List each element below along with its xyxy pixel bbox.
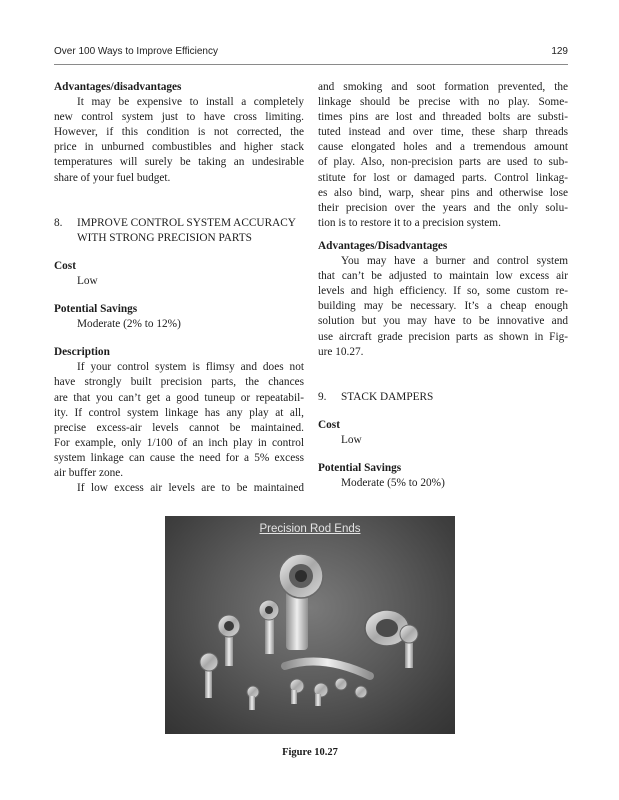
paragraph-line: You may have a burner and control system — [341, 255, 568, 268]
small-rod-end-far-left — [200, 653, 218, 698]
paragraph-line: If your control system is flimsy and does not — [77, 361, 304, 374]
running-header — [54, 46, 568, 60]
figure-caption: Figure 10.27 — [282, 747, 338, 758]
section-8-title-line: WITH STRONG PRECISION PARTS — [77, 231, 252, 244]
paragraph-line: ity. If control system linkage has any play at all, — [54, 406, 304, 419]
section-8-title — [54, 216, 304, 231]
paragraph-line: It may be expensive to install a completely — [77, 96, 304, 109]
running-header-title: Over 100 Ways to Improve Efficiency — [54, 46, 218, 57]
savings-heading: Potential Savings — [318, 461, 402, 474]
figure-title: Precision Rod Ends — [259, 523, 361, 535]
paragraph-line: solution but you may have to be innovative and — [318, 315, 568, 328]
advantages-heading: Advantages/Disadvantages — [318, 239, 448, 252]
paragraph-line: levels and high efficiency. If so, some custom re- — [318, 285, 568, 298]
cost-value: Low — [77, 274, 98, 287]
paragraph-line: building may be necessary. It’s a cheap enough — [318, 300, 568, 313]
paragraph-line: are that you can’t get a good tuneup or repeatabil- — [54, 391, 304, 404]
description-heading: Description — [54, 346, 110, 359]
paragraph-line: es also bind, warp, shear pins and otherwise lose — [318, 186, 568, 199]
paragraph-line: use aircraft grade precision parts as shown in Fig- — [318, 330, 568, 343]
page-number: 129 — [551, 46, 568, 57]
header-rule — [54, 64, 568, 65]
paragraph-line: precise excess-air levels cannot be maintained. — [54, 421, 304, 434]
advantages-heading: Advantages/disadvantages — [54, 81, 182, 93]
paragraph-line: have strongly built precision parts, the chances — [54, 376, 304, 389]
paragraph-line: their precision over the years and the only solu- — [318, 201, 568, 214]
section-8-title-line: IMPROVE CONTROL SYSTEM ACCURACY — [77, 216, 296, 229]
paragraph-line: tuted instead and over time, these sharp threads — [318, 126, 568, 139]
paragraph-line: times pins are lost and threaded bolts are substi- — [318, 111, 568, 124]
section-9-title — [318, 390, 568, 405]
section-9-number: 9. — [318, 390, 327, 403]
savings-heading: Potential Savings — [54, 303, 138, 316]
paragraph-line: However, if this condition is not corrected, the — [54, 126, 304, 139]
paragraph-line: of play. Also, non-precision parts are used to sub- — [318, 156, 568, 169]
paragraph-line: and smoking and soot formation prevented, the — [318, 81, 568, 93]
paragraph-line: price in unburned combustibles and higher stack — [54, 141, 304, 154]
savings-value: Moderate (5% to 20%) — [341, 477, 445, 490]
figure-photo — [165, 516, 455, 734]
section-8-number: 8. — [54, 216, 63, 229]
cost-heading: Cost — [54, 259, 76, 272]
paragraph-line: tion is to restore it to a precision system. — [318, 216, 501, 229]
paragraph-line: For example, only 1/100 of an inch play in control — [54, 436, 304, 449]
small-rod-end-right — [400, 625, 418, 668]
savings-value: Moderate (2% to 12%) — [77, 318, 181, 331]
paragraph-line: linkage should be precise with no play. Some- — [318, 96, 568, 109]
paragraph-line: cause elongated holes and a tremendous amount — [318, 141, 568, 154]
rod-ends-illustration — [165, 516, 455, 734]
paragraph-line: If low excess air levels are to be maintained — [77, 482, 304, 495]
small-rod-end-left-2 — [259, 600, 279, 654]
paragraph-line: air buffer zone. — [54, 466, 124, 479]
left-column — [54, 80, 304, 496]
paragraph-line: stitute for lost or damaged parts. Control linkag- — [318, 171, 568, 184]
paragraph-line: new control system just to have cross limiting. — [54, 111, 304, 124]
bolts-cluster — [247, 678, 367, 710]
cost-heading: Cost — [318, 418, 340, 431]
small-rod-end-left — [218, 615, 240, 666]
cost-value: Low — [341, 433, 362, 446]
paragraph-line: system linkage can cause the need for a 5% excess — [54, 451, 304, 464]
paragraph-line: share of your fuel budget. — [54, 171, 171, 184]
paragraph-line: that can’t be adjusted to maintain low excess air — [318, 270, 568, 283]
curved-rod — [285, 661, 370, 676]
paragraph-line: ure 10.27. — [318, 345, 364, 358]
paragraph-line: temperatures will surely be taking an undesirable — [54, 156, 304, 169]
section-9-title-text: STACK DAMPERS — [341, 390, 434, 403]
large-rod-end — [279, 554, 323, 650]
right-column — [318, 80, 568, 491]
